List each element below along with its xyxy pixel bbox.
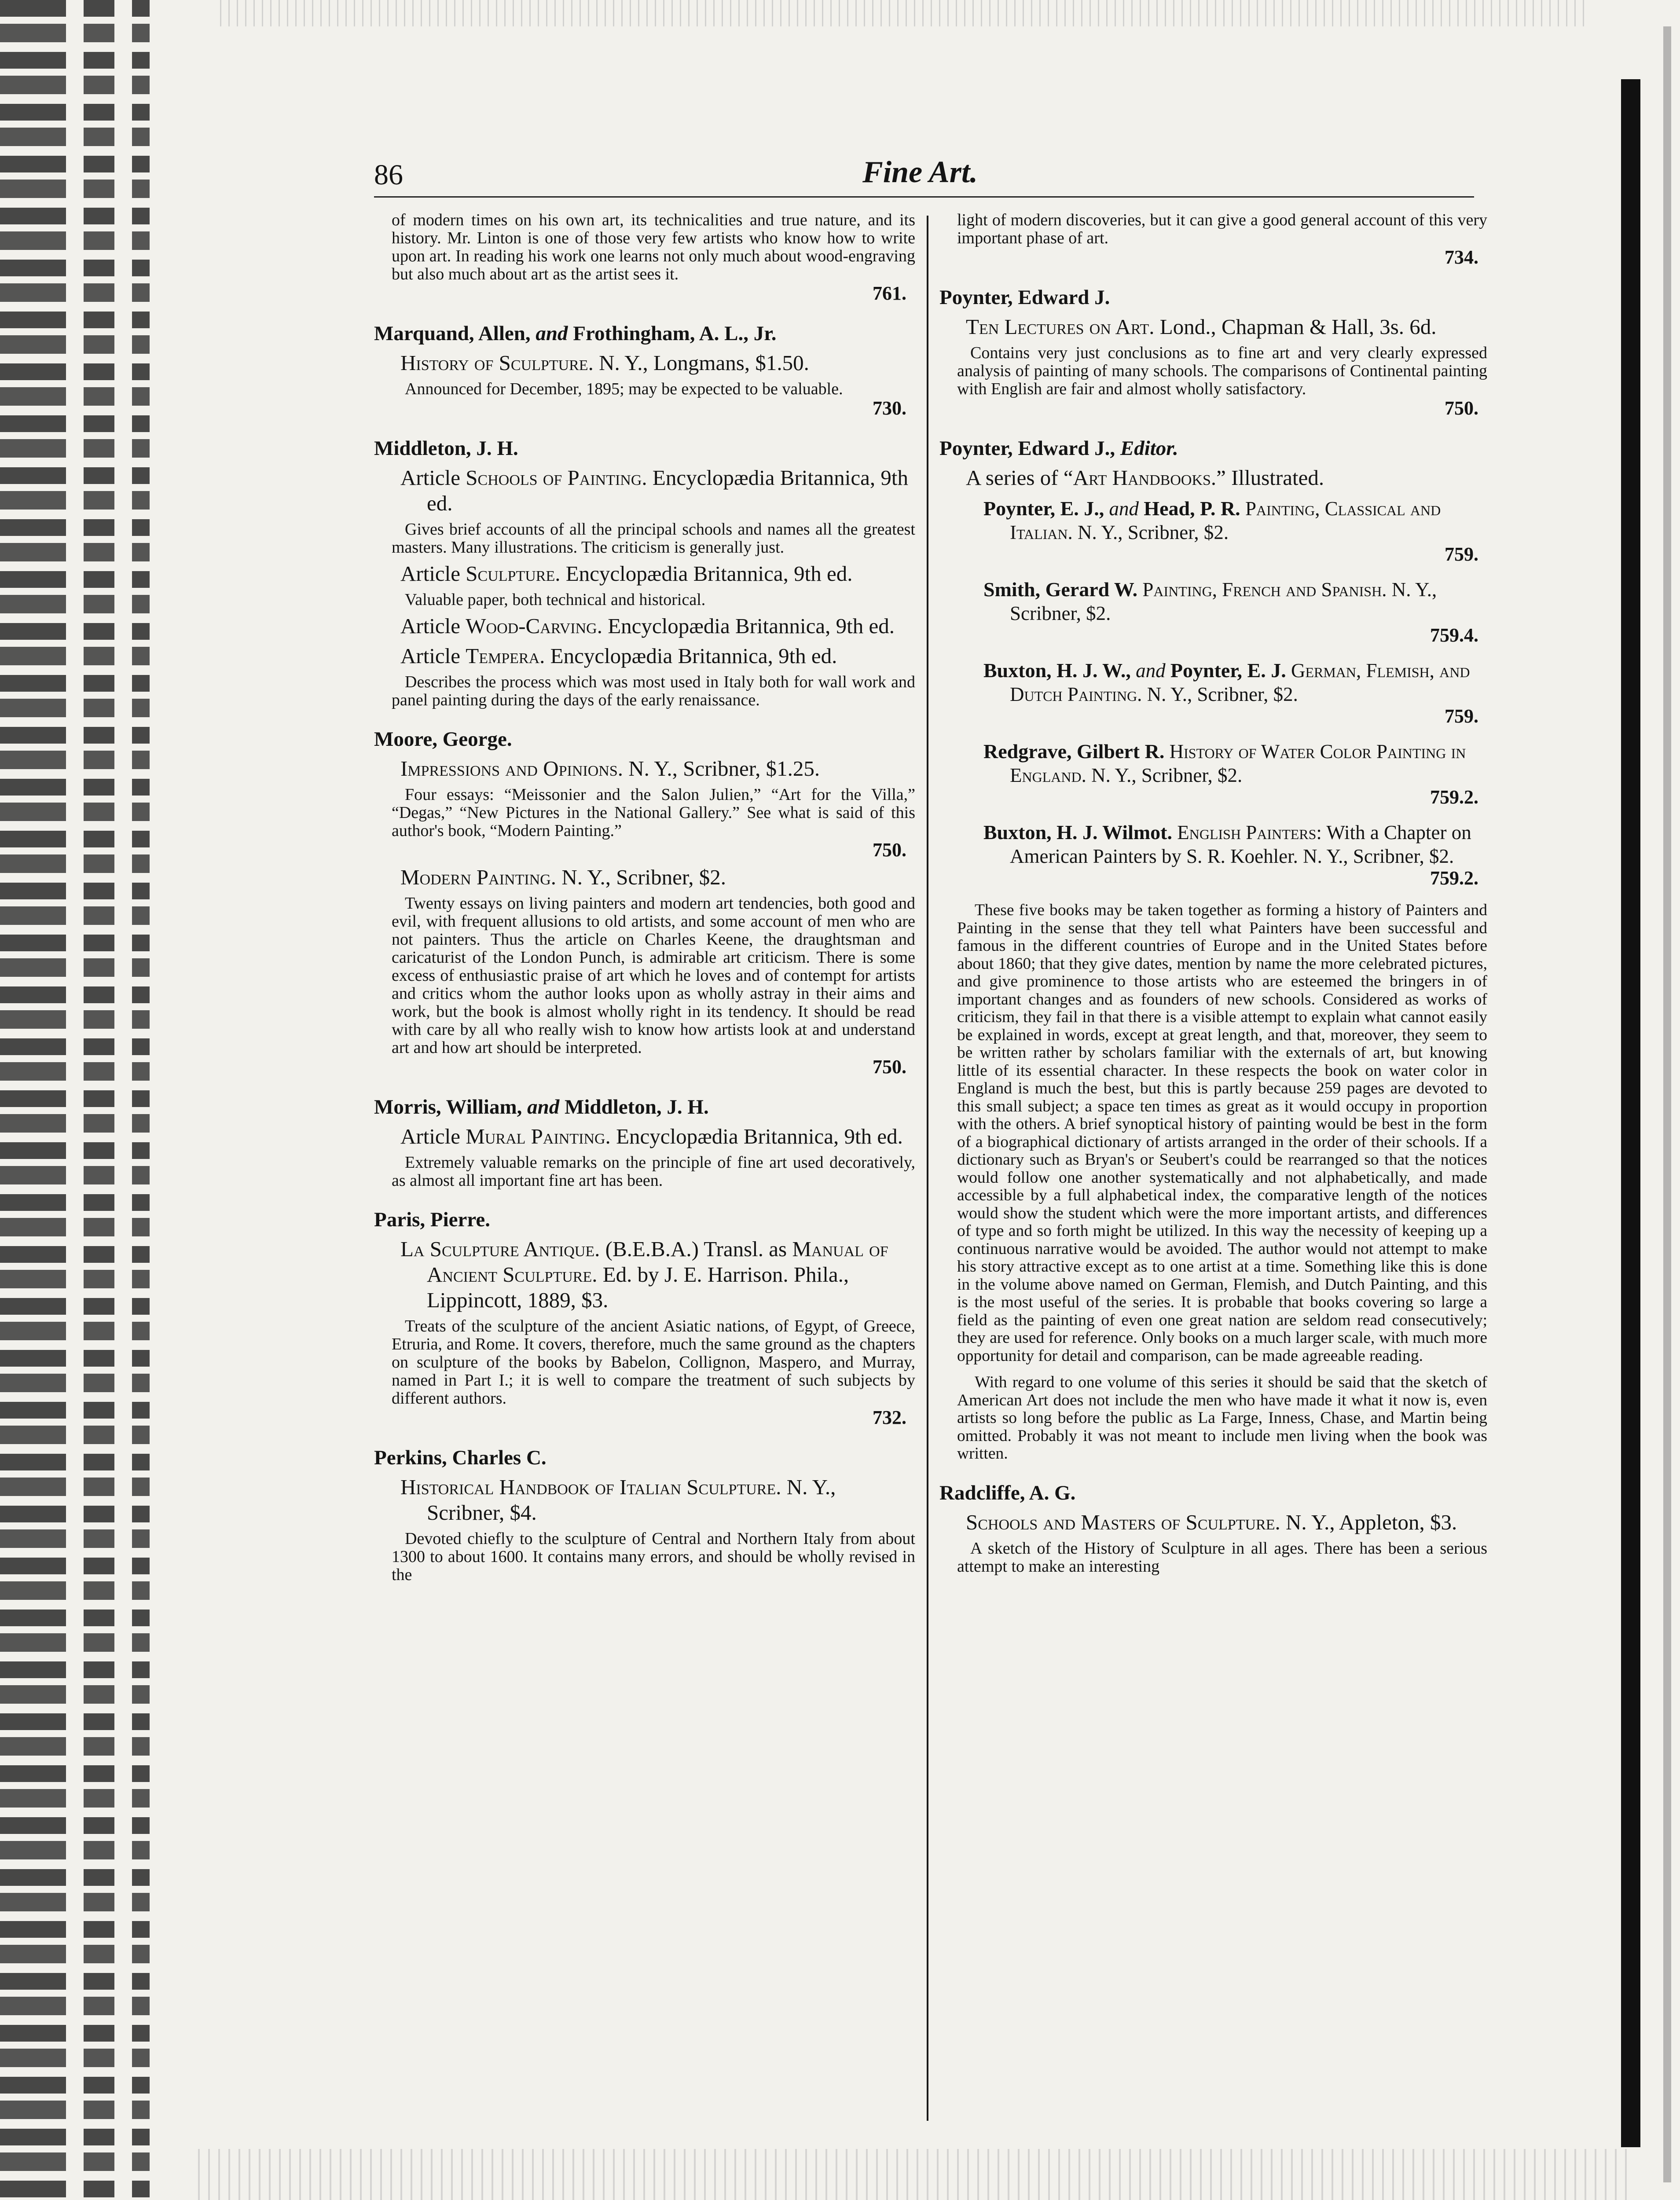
book-title: English Painters: <box>1177 821 1322 843</box>
book-entry <box>400 465 915 516</box>
book-publication: Encyclopædia Britannica, 9th ed. <box>616 1124 903 1148</box>
annotation <box>392 673 915 709</box>
scan-edge-right <box>1621 79 1640 2147</box>
call-number: 730. <box>873 397 906 419</box>
right-column <box>939 211 1487 1580</box>
author-name: Middleton, J. H. <box>565 1096 709 1118</box>
scan-edge-left <box>0 0 189 2200</box>
annotation-text: Extremely valuable remarks on the principle of fine art used decoratively, as almost all important fine art has been. <box>392 1153 915 1190</box>
book-entry <box>400 756 915 781</box>
book-entry <box>400 865 915 890</box>
series-title: Art Handbooks. <box>1073 466 1217 490</box>
book-title: History of Water Color Painting in England. <box>1010 741 1466 786</box>
annotation <box>957 1540 1487 1576</box>
book-publication: With a Chapter on American Painters by S. R. Koehler. N. Y., Scribner, $2. <box>1010 821 1471 867</box>
book-page <box>374 150 1487 2116</box>
annotation <box>957 344 1487 418</box>
author-role: Editor. <box>1120 437 1178 460</box>
call-number: 759. <box>1445 543 1478 565</box>
book-publication: N. Y., Longmans, $1.50. <box>599 351 809 375</box>
author-heading <box>374 321 915 346</box>
author-name: Paris, Pierre. <box>374 1208 491 1231</box>
annotation-text: of modern times on his own art, its technicalities and true nature, and its history. Mr. Linton is one of those very few artists who know how to write upon art. In reading his work one learns not only much about wood-engraving but also much about art as the artist sees it. <box>392 211 915 283</box>
book-title: Manual of Ancient Sculpture. <box>427 1237 888 1287</box>
book-title: Ten Lectures on Art. <box>966 315 1155 339</box>
book-publication: Ed. by J. E. Harrison. Phila., Lippincott, 1889, $3. <box>427 1262 849 1312</box>
author-name: Poynter, E. J., <box>983 497 1104 520</box>
book-title: Wood-Carving. <box>466 614 602 638</box>
annotation <box>392 895 915 1077</box>
running-title: Fine Art. <box>862 155 978 189</box>
entry-prefix: Article <box>400 1124 461 1148</box>
column-divider <box>927 216 928 2121</box>
author-name: Marquand, Allen, <box>374 322 531 345</box>
call-number: 750. <box>873 1056 906 1078</box>
series-entry <box>983 578 1487 645</box>
author-name: Middleton, J. H. <box>374 437 518 460</box>
annotation <box>392 786 915 860</box>
book-entry <box>400 561 915 587</box>
book-title: Sculpture. <box>466 561 561 586</box>
author-name: Poynter, Edward J., <box>939 437 1115 460</box>
book-title: History of Sculpture. <box>400 351 594 375</box>
author-heading <box>374 1095 915 1119</box>
call-number: 759.4. <box>1430 624 1478 646</box>
call-number: 750. <box>873 839 906 861</box>
author-heading <box>374 436 915 461</box>
book-title: Impressions and Opinions. <box>400 756 623 781</box>
series-annotation: With regard to one volume of this series it should be said that the sketch of American Art does not include the men who have made it what it now is, even artists so long before the public as La Farge, Inness, Chase, and Martin being omitted. Probably it was not meant to include men living when the book was written. <box>957 1373 1487 1463</box>
author-heading <box>374 727 915 752</box>
call-number: 759.2. <box>1430 786 1478 808</box>
annotation-text: Gives brief accounts of all the principal schools and names all the greatest masters. Many illustrations. The criticism is generally just. <box>392 520 915 557</box>
book-publication: N. Y., Scribner, $2. <box>1091 764 1243 786</box>
annotation <box>392 1154 915 1190</box>
series-prefix: A series of “ <box>966 466 1073 490</box>
book-title: Modern Painting. <box>400 865 557 889</box>
book-entry <box>966 314 1487 340</box>
author-name: Poynter, E. J. <box>1170 659 1286 682</box>
book-title: German, Flemish, and Dutch Painting. <box>1010 660 1470 705</box>
annotation-text: Valuable paper, both technical and historical. <box>405 590 706 609</box>
scan-edge-bottom <box>198 2149 1628 2200</box>
call-number: 759. <box>1445 705 1478 727</box>
scan-edge-right-shadow <box>1663 26 1671 2182</box>
series-entry <box>983 659 1487 726</box>
book-entry <box>400 643 915 669</box>
book-title: Schools and Masters of Sculpture. <box>966 1510 1280 1534</box>
book-title: Mural Painting. <box>466 1124 611 1148</box>
author-name: Radcliffe, A. G. <box>939 1481 1076 1504</box>
series-line <box>966 465 1487 491</box>
annotation <box>957 211 1487 268</box>
annotation-text: Describes the process which was most used in Italy both for wall work and panel painting during the days of the early renaissance. <box>392 673 915 709</box>
author-name: Buxton, H. J. W., <box>983 659 1131 682</box>
author-conjunction: and <box>1109 498 1139 520</box>
book-publication: N. Y., Scribner, $2. <box>1147 683 1298 705</box>
author-name: Perkins, Charles C. <box>374 1446 547 1469</box>
book-entry <box>966 1510 1487 1535</box>
author-heading <box>939 436 1487 461</box>
author-name: Frothingham, A. L., Jr. <box>573 322 777 345</box>
book-entry <box>400 1236 915 1313</box>
scan-edge-top <box>220 0 1584 26</box>
author-name: Poynter, Edward J. <box>939 286 1110 309</box>
book-title: Painting, Classical and Italian. <box>1010 498 1441 543</box>
annotation-text: Four essays: “Meissonier and the Salon Julien,” “Art for the Villa,” “Degas,” “New Pictures in the National Gallery.” See what is said of this author's book, “Modern Painting.” <box>392 785 915 840</box>
author-name: Smith, Gerard W. <box>983 578 1138 601</box>
book-entry <box>400 350 915 376</box>
annotation-text: Announced for December, 1895; may be expected to be valuable. <box>405 380 843 398</box>
book-entry <box>400 1474 915 1525</box>
call-number: 759.2. <box>1430 867 1478 889</box>
author-heading <box>374 1445 915 1470</box>
book-title: Tempera. <box>466 644 545 668</box>
annotation-text: Treats of the sculpture of the ancient Asiatic nations, of Egypt, of Greece, Etruria, and Rome. It covers, therefore, much the same ground as the chapters on sculpture of the books by Babelon, Collignon, Maspero, and Murray, named in Part I.; it is well to compare the treatment of such subjects by different authors. <box>392 1317 915 1408</box>
book-publication: N. Y., Scribner, $4. <box>427 1475 836 1525</box>
entry-prefix: Article <box>400 561 461 586</box>
book-publication: Encyclopædia Britannica, 9th ed. <box>427 466 908 515</box>
left-column <box>374 211 915 1588</box>
author-name: Redgrave, Gilbert R. <box>983 740 1165 763</box>
book-translation-note: (B.E.B.A.) Transl. as <box>605 1237 787 1261</box>
annotation <box>392 521 915 557</box>
call-number: 732. <box>873 1407 906 1428</box>
entry-prefix: Article <box>400 614 461 638</box>
book-title: Historical Handbook of Italian Sculpture. <box>400 1475 781 1499</box>
annotation-text: Contains very just conclusions as to fine art and very clearly expressed analysis of painting of many schools. The comparisons of Continental painting with English are fair and almost wholly satisfactory. <box>957 344 1487 398</box>
annotation <box>392 211 915 304</box>
author-name: Buxton, H. J. Wilmot. <box>983 821 1172 843</box>
book-entry <box>400 613 915 639</box>
author-name: Moore, George. <box>374 728 512 751</box>
annotation <box>392 1530 915 1584</box>
series-suffix: ” Illustrated. <box>1216 466 1324 490</box>
annotation-text: light of modern discoveries, but it can give a good general account of this very important phase of art. <box>957 211 1487 247</box>
book-publication: Lond., Chapman & Hall, 3s. 6d. <box>1159 315 1437 339</box>
book-title: Schools of Painting. <box>466 466 647 490</box>
book-publication: N. Y., Scribner, $2. <box>1010 579 1437 624</box>
author-conjunction: and <box>527 1096 560 1118</box>
author-conjunction: and <box>1136 660 1166 682</box>
series-entry <box>983 821 1487 888</box>
series-annotation: These five books may be taken together as forming a history of Painters and Painting in the sense that they tell what Painters have been successful and famous in the different countries of Europe and in the United States before about 1860; that they give dates, mention by name the more celebrated pictures, and give prominence to those artists who are esteemed the bringers in of important changes and as founders of new schools. Considered as works of criticism, they fail in that there is a visible attempt to explain what cannot easily be explained in words, except at great length, and that, moreover, they seem to be written rather by scholars familiar with the externals of art, but knowing little of its essential character. In these respects the book on water color in England is much the best, but this is partly because 259 pages are devoted to this small subject; a space ten times as great as it would occupy in proportion with the others. A brief synoptical history of painting would be best in the form of a biographical dictionary of artists arranged in the order of their schools. If a dictionary such as Bryan's or Seubert's could be rearranged so that the notices would follow one another systematically and not alphabetically, and made accessible by a full alphabetical index, the comparative length of the notices would show the student which were the more important artists, and differences of type and so forth might be utilized. In this way the necessity of keeping up a continuous narrative would be avoided. The author would not attempt to make his story attractive except as to one artist at a time. Something like this is done in the volume above named on German, Flemish, and Dutch Painting, and this is the most useful of the series. It is probable that books covering so large a field as the painting of even one great nation are seldom read consecutively; they are used for reference. Only books on a much larger scale, with much more opportunity for detail and comparison, can be made agreeable reading. <box>957 901 1487 1365</box>
annotation-text: A sketch of the History of Sculpture in all ages. There has been a serious attempt to make an interesting <box>957 1539 1487 1576</box>
book-publication: N. Y., Scribner, $2. <box>561 865 726 889</box>
call-number: 734. <box>1445 246 1478 268</box>
author-heading <box>374 1207 915 1232</box>
author-heading <box>939 285 1487 310</box>
book-publication: Encyclopædia Britannica, 9th ed. <box>608 614 895 638</box>
book-title: La Sculpture Antique. <box>400 1237 600 1261</box>
book-publication: N. Y., Appleton, $3. <box>1285 1510 1457 1534</box>
book-publication: Encyclopædia Britannica, 9th ed. <box>565 561 853 586</box>
header-rule <box>374 196 1474 198</box>
entry-prefix: Article <box>400 466 461 490</box>
annotation-text: Devoted chiefly to the sculpture of Central and Northern Italy from about 1300 to about 1600. It contains many errors, and should be wholly revised in the <box>392 1529 915 1584</box>
annotation <box>392 1317 915 1428</box>
series-entry <box>983 497 1487 565</box>
annotation <box>392 380 915 418</box>
book-publication: Encyclopædia Britannica, 9th ed. <box>550 644 837 668</box>
entry-prefix: Article <box>400 644 461 668</box>
book-title: Painting, French and Spanish. <box>1142 579 1387 601</box>
series-entry <box>983 740 1487 807</box>
call-number: 750. <box>1445 397 1478 419</box>
annotation-text: Twenty essays on living painters and modern art tendencies, both good and evil, with frequent allusions to old artists, and some account of men who are not painters. Thus the article on Charles Keene, the draughtsman and caricaturist of the London Punch, is admirable art criticism. There is some excess of enthusiastic praise of art which he loves and of contempt for artists and critics whom the author looks upon as wholly astray in their aims and work, but the book is almost wholly right in its tendency. It should be read with care by all who really wish to know how artists look at and understand art and how art should be interpreted. <box>392 894 915 1057</box>
book-publication: N. Y., Scribner, $2. <box>1078 521 1229 543</box>
author-name: Head, P. R. <box>1144 497 1240 520</box>
annotation <box>392 591 915 609</box>
author-name: Morris, William, <box>374 1096 522 1118</box>
page-number: 86 <box>374 159 403 191</box>
book-entry <box>400 1124 915 1149</box>
book-publication: N. Y., Scribner, $1.25. <box>628 756 820 781</box>
page-header <box>374 150 1474 198</box>
author-heading <box>939 1481 1487 1505</box>
author-conjunction: and <box>536 322 568 345</box>
call-number: 761. <box>873 282 906 304</box>
